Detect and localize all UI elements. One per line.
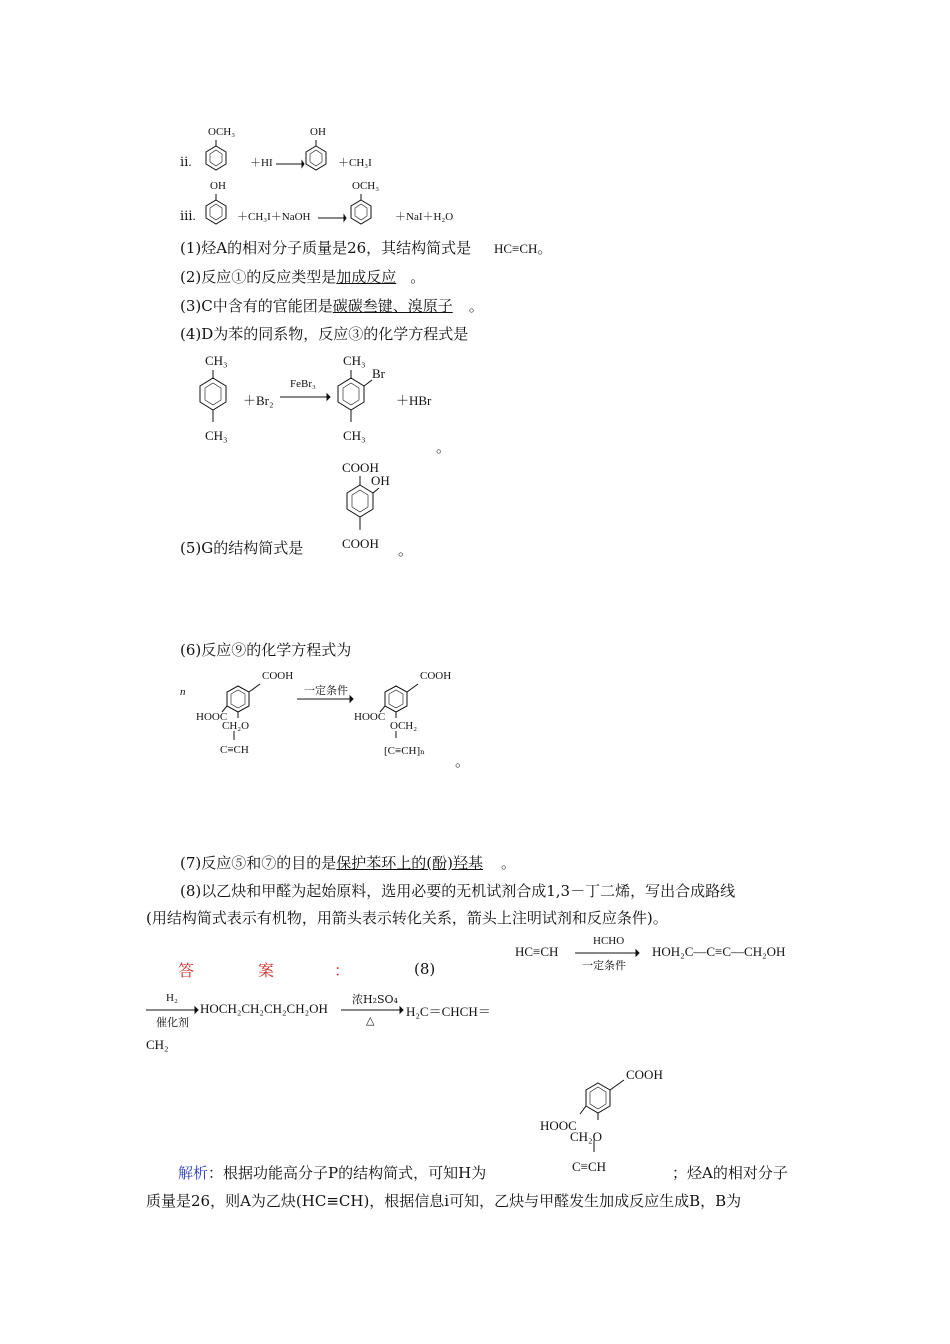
question-7	[180, 852, 516, 873]
question-3-answer: 碳碳叁键、溴原子	[332, 297, 453, 315]
question-7-end: 。	[500, 854, 516, 872]
info-ii-label: ⅱ.	[180, 154, 192, 169]
question-4-text: (4)D为苯的同系物，反应③的化学方程式是	[180, 325, 469, 343]
analysis-line-2: 质量是26，则A为乙炔(HC≡CH)，根据信息ⅰ可知，乙炔与甲醛发生加成反应生成B，B为	[146, 1192, 742, 1210]
answer-step2-reagent: H₂	[166, 992, 178, 1004]
q4-condition-febr3: FeBr₃	[290, 378, 316, 390]
q4-arrow	[280, 393, 330, 401]
question-1-answer: HC≡CH	[493, 241, 538, 256]
question-7-text: (7)反应⑤和⑦的目的是	[180, 854, 337, 872]
question-8-line-1: (8)以乙炔和甲醛为起始原料，选用必要的无机试剂合成1,3－丁二烯，写出合成路线	[180, 882, 736, 900]
analysis-h-ch2o: CH₂O	[570, 1129, 602, 1144]
analysis-line-1b: ；烃A的相对分子	[672, 1164, 788, 1182]
info-iii-reactant-substituent: OH	[210, 180, 226, 192]
q4-xylene-ring	[196, 370, 230, 428]
answer-number: (8)	[414, 960, 436, 978]
q6-reactant-cch: C≡CH	[220, 744, 249, 756]
question-3	[180, 295, 484, 316]
info-ii-product-substituent: OH	[310, 126, 326, 138]
analysis-colon: ：	[208, 1164, 224, 1182]
q6-reactant-cooh: COOH	[262, 670, 294, 682]
q4-reactant-ch3-bottom: CH₃	[205, 428, 228, 443]
answer-step2-arrow	[146, 1006, 198, 1014]
answer-step3-condition: △	[366, 1014, 375, 1027]
question-7-answer: 保护苯环上的(酚)羟基	[336, 854, 483, 872]
info-ii-plus-ch3i: ＋CH₃I	[338, 157, 372, 169]
q6-arrow	[297, 695, 353, 703]
q6-end: 。	[455, 752, 471, 770]
question-6-text: (6)反应⑨的化学方程式为	[180, 641, 352, 659]
answer-step3-arrow	[341, 1006, 403, 1014]
analysis-line-1	[178, 1162, 486, 1183]
analysis-h-cch: C≡CH	[572, 1159, 607, 1174]
analysis-h-ring	[580, 1074, 630, 1164]
info-iii-benzene-reactant	[205, 194, 231, 228]
q6-product-hooc: HOOC	[354, 711, 386, 723]
info-ii-reactant-substituent: OCH₃	[208, 126, 236, 138]
q4-product-ch3-bottom: CH₃	[343, 428, 366, 443]
q4-product-ring	[334, 370, 378, 428]
answer-char-2: 案	[258, 961, 275, 980]
answer-product-2: HOCH₂CH₂CH₂CH₂OH	[200, 1001, 328, 1016]
q6-product-och2: OCH₂	[390, 720, 418, 732]
answer-product-1: HOH₂C—C≡C—CH₂OH	[652, 944, 786, 959]
q4-plus-hbr: ＋HBr	[396, 393, 432, 408]
answer-start: HC≡CH	[515, 944, 559, 959]
question-1-end: 。	[537, 239, 553, 257]
analysis-h-cooh: COOH	[626, 1067, 663, 1082]
q5-ring	[343, 476, 385, 538]
question-3-end: 。	[468, 297, 484, 315]
info-iii-product-substituent: OCH₃	[352, 180, 380, 192]
q5-cooh-top: COOH	[342, 460, 379, 475]
question-2-end: 。	[410, 268, 426, 286]
q6-product-polymer: [C≡CH]ₙ	[384, 745, 425, 757]
analysis-label: 解析	[178, 1164, 209, 1182]
q6-reactant-hooc: HOOC	[196, 711, 228, 723]
question-3-text: (3)C中含有的官能团是	[180, 297, 333, 315]
q6-reactant-ch2o: CH₂O	[222, 720, 250, 732]
q4-product-br: Br	[372, 366, 385, 381]
info-ii-plus-hi: ＋HI	[250, 157, 273, 169]
info-ii-benzene-reactant	[205, 140, 231, 174]
answer-step3-reagent: 浓H₂SO₄	[352, 993, 398, 1006]
q4-plus-br2: ＋Br₂	[243, 393, 274, 408]
q6-condition: 一定条件	[304, 685, 348, 697]
q4-reactant-ch3-top: CH₃	[205, 353, 228, 368]
question-2	[180, 266, 425, 287]
question-5-text: (5)G的结构简式是	[180, 539, 304, 557]
info-iii-byproducts: ＋NaI＋H₂O	[395, 211, 454, 223]
question-8-line-2: (用结构简式表示有机物，用箭头表示转化关系，箭头上注明试剂和反应条件)。	[146, 909, 668, 927]
question-1-text: (1)烃A的相对分子质量是26，其结构简式是	[180, 239, 472, 257]
answer-product-3: H₂C＝CHCH＝	[406, 1004, 491, 1019]
answer-colon: ：	[334, 961, 351, 980]
info-iii-benzene-product	[350, 194, 376, 228]
info-ii-benzene-product	[305, 140, 331, 174]
answer-step2-condition: 催化剂	[156, 1016, 189, 1029]
question-1	[180, 237, 552, 258]
analysis-line-1a: 根据功能高分子P的结构简式，可知H为	[223, 1164, 487, 1182]
q5-cooh-bottom: COOH	[342, 536, 379, 551]
q5-end: 。	[398, 541, 414, 559]
answer-step1-condition: 一定条件	[582, 959, 626, 972]
info-ii-arrow	[276, 160, 304, 168]
q4-product-ch3-top: CH₃	[343, 353, 366, 368]
question-2-text: (2)反应①的反应类型是	[180, 268, 337, 286]
info-iii-reagents: ＋CH₃I＋NaOH	[237, 211, 311, 223]
q5-oh: OH	[371, 473, 390, 488]
q6-n: n	[180, 686, 186, 698]
answer-step1-arrow	[575, 949, 639, 957]
answer-product-3-end: CH₂	[146, 1037, 169, 1052]
q4-end: 。	[436, 438, 452, 456]
question-2-answer: 加成反应	[336, 268, 397, 286]
q6-product-cooh: COOH	[420, 670, 452, 682]
answer-char-1: 答	[178, 961, 195, 980]
info-iii-arrow	[318, 214, 346, 222]
info-iii-label: ⅲ.	[180, 208, 196, 223]
analysis-h-hooc: HOOC	[540, 1118, 577, 1133]
answer-step1-reagent: HCHO	[593, 935, 625, 947]
